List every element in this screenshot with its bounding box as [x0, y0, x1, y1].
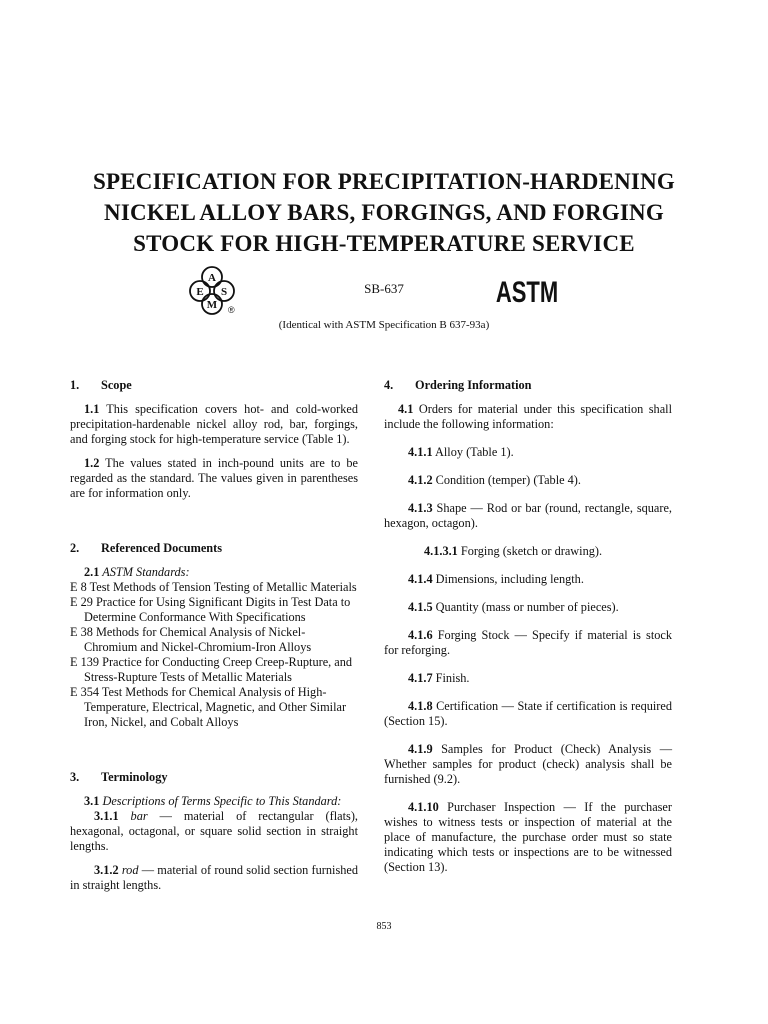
section-title: Scope	[101, 378, 132, 392]
reference-item: E 354 Test Methods for Chemical Analysis of High-Temperature, Electrical, Magnetic, and Other Similar Iron, Nickel, and Cobalt Alloys	[70, 685, 347, 729]
left-column	[70, 378, 358, 893]
reference-item: E 38 Methods for Chemical Analysis of Nickel-Chromium and Nickel-Chromium-Iron Alloys	[70, 625, 312, 654]
paragraph-4-1-1: 4.1.1 Alloy (Table 1).	[408, 445, 514, 459]
spec-number: SB-637	[364, 281, 404, 296]
section-number: 4.	[384, 378, 394, 392]
paragraph-1-2: 1.2 The values stated in inch-pound units are to be regarded as the standard. The values given in parentheses are for information only.	[70, 456, 358, 500]
section-number: 2.	[70, 541, 80, 555]
section-number: 3.	[70, 770, 80, 784]
reference-item: E 8 Test Methods of Tension Testing of Metallic Materials	[70, 580, 357, 594]
reference-item: E 139 Practice for Conducting Creep Creep-Rupture, and Stress-Rupture Tests of Metallic Materials	[70, 655, 353, 684]
paragraph-4-1-9: 4.1.9 Samples for Product (Check) Analysis — Whether samples for product (check) analysis shall be furnished (9.2).	[384, 742, 672, 786]
paragraph-3-1: 3.1 Descriptions of Terms Specific to This Standard:	[84, 794, 342, 808]
paragraph-4-1-8: 4.1.8 Certification — State if certification is required (Section 15).	[384, 699, 672, 728]
paragraph-3-1-2: 3.1.2 rod — material of round solid section furnished in straight lengths.	[70, 863, 358, 892]
paragraph-4-1: 4.1 Orders for material under this specification shall include the following information:	[384, 402, 672, 431]
reference-item: E 29 Practice for Using Significant Digits in Test Data to Determine Conformance With Specifications	[70, 595, 351, 624]
asme-letter-m: M	[206, 299, 218, 311]
paragraph-4-1-3-1: 4.1.3.1 Forging (sketch or drawing).	[424, 544, 603, 558]
paragraph-1-1: 1.1 This specification covers hot- and cold-worked precipitation-hardenable nickel alloy rod, bar, forgings, and forging stock for high-temperature service (Table 1).	[70, 402, 358, 446]
registered-mark: ®	[228, 305, 235, 315]
paragraph-3-1-1: 3.1.1 bar — material of rectangular (flats), hexagonal, octagonal, or square solid section in straight lengths.	[70, 809, 358, 853]
paragraph-4-1-5: 4.1.5 Quantity (mass or number of pieces).	[408, 600, 619, 614]
identical-note: (Identical with ASTM Specification B 637-93a)	[278, 319, 490, 331]
astm-logo-text: ASTM	[495, 274, 559, 309]
section-heading-scope	[70, 378, 358, 393]
section-title: Ordering Information	[415, 378, 532, 392]
paragraph-4-1-6: 4.1.6 Forging Stock — Specify if material is stock for reforging.	[384, 628, 672, 657]
asme-letter-a: A	[208, 272, 216, 284]
paragraph-4-1-2: 4.1.2 Condition (temper) (Table 4).	[408, 473, 581, 487]
title-line: SPECIFICATION FOR PRECIPITATION-HARDENING	[93, 169, 675, 194]
title-line: NICKEL ALLOY BARS, FORGINGS, AND FORGING	[104, 200, 664, 225]
section-title: Referenced Documents	[101, 541, 222, 555]
section-title: Terminology	[101, 770, 168, 784]
page-number: 853	[376, 921, 392, 932]
astm-logo-icon	[495, 264, 559, 310]
right-column	[384, 378, 672, 875]
paragraph-4-1-4: 4.1.4 Dimensions, including length.	[408, 572, 584, 586]
section-heading-terminology	[70, 770, 358, 785]
section-heading-ordering	[384, 378, 672, 393]
document-title	[60, 166, 708, 259]
paragraph-4-1-7: 4.1.7 Finish.	[408, 671, 470, 685]
paragraph-4-1-10: 4.1.10 Purchaser Inspection — If the purchaser wishes to witness tests or inspection of material at the place of manufacture, the purchase order must so state indicating which tests or inspections are to be witnessed (Section 13).	[384, 800, 672, 874]
paragraph-4-1-3: 4.1.3 Shape — Rod or bar (round, rectangle, square, hexagon, octagon).	[384, 501, 672, 530]
asme-letter-e: E	[196, 286, 204, 298]
section-number: 1.	[70, 378, 80, 392]
section-heading-referenced	[70, 541, 358, 556]
asme-letter-s: S	[220, 286, 228, 298]
paragraph-2-1: 2.1 ASTM Standards:	[84, 565, 190, 579]
title-line: STOCK FOR HIGH-TEMPERATURE SERVICE	[133, 231, 635, 256]
